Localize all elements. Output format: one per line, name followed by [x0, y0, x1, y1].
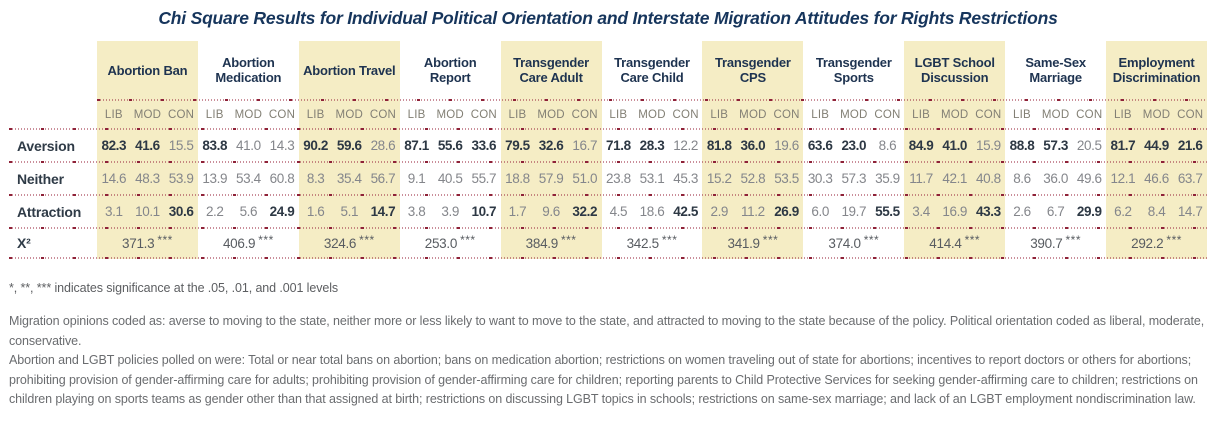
chi-square-value: 292.2	[1131, 235, 1164, 251]
column-group-header	[97, 41, 198, 99]
value-cell: 35.9	[875, 171, 900, 186]
value-cell: 60.8	[269, 171, 295, 186]
value-cell: 32.6	[538, 138, 564, 153]
value-cell: 6.2	[1114, 204, 1132, 219]
sub-header-cell	[501, 101, 602, 128]
row-separator	[9, 227, 1207, 229]
value-cell: 43.3	[976, 204, 1001, 219]
value-cell: 19.7	[841, 204, 867, 219]
value-group	[299, 196, 400, 227]
value-group	[803, 130, 904, 161]
value-group	[1005, 163, 1106, 194]
value-group	[97, 196, 198, 227]
column-group-header	[1005, 41, 1106, 99]
value-group	[198, 196, 299, 227]
value-group	[97, 130, 198, 161]
value-cell: 6.7	[1046, 204, 1065, 219]
value-cell: 1.7	[508, 204, 527, 219]
chi-square-value: 253.0	[424, 235, 458, 251]
chi-square-table	[9, 41, 1207, 259]
chi-square-cell	[1106, 229, 1207, 257]
value-group	[602, 130, 703, 161]
value-cell: 14.7	[370, 204, 396, 219]
value-cell: 32.2	[572, 204, 598, 219]
column-group-label: Abortion Medication	[215, 55, 282, 85]
significance-stars: ***	[460, 233, 476, 247]
orientation-label: CON	[369, 108, 396, 121]
value-cell: 49.6	[1076, 171, 1102, 186]
value-cell: 36.0	[740, 138, 766, 153]
value-cell: 57.3	[841, 171, 867, 186]
row-label: X²	[17, 235, 31, 251]
value-cell: 8.6	[1013, 171, 1031, 186]
value-group	[1106, 196, 1207, 227]
value-cell: 52.8	[740, 171, 766, 186]
chi-square-cell	[198, 229, 299, 257]
value-cell: 8.4	[1147, 204, 1166, 219]
sub-header-cell	[97, 101, 198, 128]
row-label: Neither	[17, 170, 64, 187]
value-cell: 63.6	[807, 138, 833, 153]
significance-stars: ***	[762, 233, 779, 247]
orientation-label: MOD	[133, 108, 162, 121]
value-cell: 41.0	[236, 138, 261, 153]
orientation-label: CON	[773, 108, 800, 121]
orientation-label: LIB	[104, 108, 123, 121]
chi-square-row	[9, 229, 1207, 257]
chi-square-cell	[803, 229, 904, 257]
column-group-header	[803, 41, 904, 99]
value-cell: 14.6	[101, 171, 127, 186]
sub-header-row	[9, 101, 1207, 128]
row-separator	[9, 257, 1207, 259]
significance-stars: ***	[1065, 233, 1082, 247]
value-cell: 2.2	[205, 204, 224, 219]
chi-square-value: 341.9	[727, 235, 760, 251]
value-group	[702, 196, 803, 227]
orientation-label: LIB	[912, 108, 930, 121]
chi-square-value: 406.9	[222, 235, 256, 251]
orientation-label: MOD	[537, 108, 565, 121]
orientation-label: MOD	[1142, 108, 1171, 121]
table-row	[9, 130, 1207, 161]
chi-square-cell	[501, 229, 602, 257]
value-cell: 4.5	[609, 204, 628, 219]
orientation-label: CON	[874, 108, 901, 121]
value-group	[299, 130, 400, 161]
value-cell: 18.6	[639, 204, 665, 219]
value-cell: 3.9	[441, 204, 459, 219]
value-cell: 81.7	[1110, 138, 1136, 153]
chi-square-value: 371.3	[122, 235, 155, 251]
value-cell: 42.5	[673, 204, 698, 219]
chi-square-cell	[97, 229, 198, 257]
row-separator	[9, 194, 1207, 196]
value-group	[299, 163, 400, 194]
column-group-header	[1106, 41, 1207, 99]
value-cell: 2.6	[1013, 204, 1031, 219]
value-cell: 5.1	[340, 204, 359, 219]
value-cell: 53.5	[774, 171, 799, 186]
value-cell: 10.1	[135, 204, 160, 219]
value-cell: 28.6	[370, 138, 396, 153]
orientation-label: CON	[975, 108, 1002, 121]
orientation-label: CON	[672, 108, 699, 121]
value-cell: 59.6	[336, 138, 362, 153]
value-cell: 12.2	[673, 138, 698, 153]
value-cell: 19.6	[774, 138, 799, 153]
orientation-label: LIB	[508, 108, 527, 121]
value-cell: 2.9	[710, 204, 729, 219]
value-cell: 40.8	[976, 171, 1001, 186]
value-cell: 3.4	[912, 204, 930, 219]
row-separator	[97, 99, 1207, 101]
value-cell: 33.6	[471, 138, 497, 153]
chi-square-cell	[702, 229, 803, 257]
significance-stars: ***	[1166, 233, 1182, 247]
policies-note: Abortion and LGBT policies polled on were: Total or near total bans on abortion; bans on medication abortion; restrictions on women traveling out of state for abortions; incentives to report doctors or others for abortions; prohibiting provision of gender-affirming care for adults; prohibiting provision of gender-affirming care for children; reporting parents to Child Protective Services for seeking gender-affirming care to children; restrictions on children playing on sports teams as gender other than that assigned at birth; restrictions on discussing LGBT topics in schools; restrictions on same-sex marriage; and lack of an LGBT employment nondiscrimination law.	[9, 353, 1198, 406]
value-cell: 48.3	[135, 171, 160, 186]
significance-note: *, **, *** indicates significance at the .05, .01, and .001 levels	[9, 281, 339, 295]
column-group-label: Same-Sex Marriage	[1025, 55, 1086, 85]
value-cell: 53.9	[168, 171, 194, 186]
value-cell: 20.5	[1076, 138, 1102, 153]
value-cell: 3.8	[407, 204, 426, 219]
figure-title: Chi Square Results for Individual Political Orientation and Interstate Migration Attitudes for Rights Restrictions	[158, 8, 1058, 28]
value-group	[602, 163, 703, 194]
column-group-label: Transgender Care Child	[614, 55, 690, 85]
orientation-label: LIB	[1113, 108, 1132, 121]
value-cell: 1.6	[306, 204, 325, 219]
row-separator	[9, 128, 1207, 130]
value-cell: 84.9	[908, 138, 934, 153]
chi-square-value: 414.4	[929, 235, 962, 251]
value-cell: 45.3	[673, 171, 698, 186]
sub-header-cell	[904, 101, 1005, 128]
orientation-label: CON	[470, 108, 497, 121]
value-group	[400, 163, 501, 194]
column-group-label: Abortion Travel	[303, 62, 396, 78]
sub-header-cell	[1005, 101, 1106, 128]
value-group	[602, 196, 703, 227]
column-group-header	[299, 41, 400, 99]
column-group-header	[702, 41, 803, 99]
value-cell: 14.7	[1177, 204, 1203, 219]
orientation-label: CON	[1076, 108, 1103, 121]
chi-square-value: 374.0	[828, 235, 861, 251]
value-cell: 16.9	[942, 204, 968, 219]
value-cell: 35.4	[336, 171, 362, 186]
orientation-label: CON	[571, 108, 598, 121]
row-label-cell	[9, 41, 97, 99]
row-label: Aversion	[17, 137, 75, 154]
value-cell: 71.8	[606, 138, 631, 153]
chi-square-value: 324.6	[323, 235, 357, 251]
chi-square-value: 384.9	[525, 235, 558, 251]
column-group-header	[904, 41, 1005, 99]
value-cell: 6.0	[811, 204, 829, 219]
orientation-label: CON	[268, 108, 296, 121]
significance-stars: ***	[863, 233, 880, 247]
column-group-label: Transgender CPS	[714, 55, 791, 85]
value-cell: 87.1	[404, 138, 429, 153]
value-cell: 82.3	[101, 138, 127, 153]
value-group	[400, 196, 501, 227]
value-cell: 53.4	[236, 171, 261, 186]
value-group	[803, 163, 904, 194]
column-group-label: Abortion Report	[423, 55, 477, 85]
orientation-label: MOD	[940, 108, 969, 121]
value-group	[904, 163, 1005, 194]
chi-square-cell	[299, 229, 400, 257]
value-cell: 83.8	[202, 138, 228, 153]
value-cell: 26.9	[774, 204, 799, 219]
chi-square-cell	[400, 229, 501, 257]
value-cell: 14.3	[269, 138, 295, 153]
value-cell: 44.9	[1144, 138, 1169, 153]
column-group-label: Employment Discrimination	[1112, 55, 1201, 85]
table-row	[9, 196, 1207, 227]
sub-header-cell	[702, 101, 803, 128]
value-cell: 23.8	[606, 171, 631, 186]
value-cell: 28.3	[639, 138, 665, 153]
value-cell: 10.7	[471, 204, 497, 219]
table-row	[9, 163, 1207, 194]
significance-stars: ***	[157, 233, 173, 247]
value-cell: 57.9	[538, 171, 564, 186]
orientation-label: MOD	[840, 108, 868, 121]
value-cell: 55.7	[471, 171, 497, 186]
orientation-label: MOD	[335, 108, 363, 121]
column-group-header	[501, 41, 602, 99]
value-group	[400, 130, 501, 161]
value-group	[198, 163, 299, 194]
column-group-label: Transgender Care Adult	[513, 55, 589, 85]
sub-header-cell	[1106, 101, 1207, 128]
value-group	[904, 130, 1005, 161]
value-group	[1005, 196, 1106, 227]
value-cell: 21.6	[1177, 138, 1203, 153]
value-cell: 30.6	[168, 204, 194, 219]
sub-header-cell	[299, 101, 400, 128]
value-cell: 15.9	[976, 138, 1001, 153]
value-cell: 51.0	[572, 171, 598, 186]
column-group-label: Abortion Ban	[107, 62, 188, 78]
value-cell: 81.8	[706, 138, 732, 153]
value-group	[198, 130, 299, 161]
chi-square-cell	[1005, 229, 1106, 257]
significance-stars: ***	[258, 233, 274, 247]
value-group	[501, 196, 602, 227]
value-cell: 12.1	[1110, 171, 1136, 186]
value-cell: 88.8	[1009, 138, 1035, 153]
value-group	[1005, 130, 1106, 161]
value-cell: 15.2	[706, 171, 732, 186]
orientation-label: MOD	[234, 108, 263, 121]
table-footnotes	[9, 312, 1207, 410]
orientation-label: CON	[168, 108, 195, 121]
orientation-label: MOD	[1041, 108, 1070, 121]
column-group-header	[198, 41, 299, 99]
value-cell: 53.1	[639, 171, 665, 186]
value-cell: 55.6	[437, 138, 463, 153]
value-cell: 56.7	[370, 171, 396, 186]
value-cell: 42.1	[942, 171, 968, 186]
value-cell: 40.5	[437, 171, 463, 186]
sub-header-cell	[400, 101, 501, 128]
value-cell: 8.6	[878, 138, 897, 153]
orientation-label: MOD	[739, 108, 767, 121]
row-separator	[9, 161, 1207, 163]
value-group	[97, 163, 198, 194]
value-cell: 11.7	[909, 171, 933, 186]
sub-header-cell	[602, 101, 703, 128]
value-cell: 30.3	[807, 171, 833, 186]
value-cell: 41.0	[942, 138, 968, 153]
value-cell: 41.6	[135, 138, 160, 153]
column-group-header	[400, 41, 501, 99]
orientation-label: MOD	[638, 108, 666, 121]
value-group	[702, 130, 803, 161]
coding-note: Migration opinions coded as: averse to moving to the state, neither more or less likely to want to move to the state, and attracted to moving to the state because of the policy. Political orientation coded as liberal, moderate, conservative.	[9, 314, 1205, 348]
value-cell: 8.3	[306, 171, 325, 186]
value-cell: 23.0	[841, 138, 867, 153]
chi-square-value: 390.7	[1030, 235, 1063, 251]
chi-square-cell	[602, 229, 703, 257]
value-cell: 46.6	[1144, 171, 1169, 186]
sub-header-cell	[803, 101, 904, 128]
chi-square-cell	[904, 229, 1005, 257]
orientation-label: LIB	[407, 108, 426, 121]
value-cell: 16.7	[572, 138, 598, 153]
orientation-label: MOD	[436, 108, 464, 121]
value-cell: 18.8	[505, 171, 530, 186]
value-group	[1106, 130, 1207, 161]
value-cell: 90.2	[303, 138, 328, 153]
value-cell: 9.1	[407, 171, 426, 186]
significance-stars: ***	[661, 233, 678, 247]
row-label-cell	[9, 101, 97, 128]
value-group	[1106, 163, 1207, 194]
significance-stars: ***	[964, 233, 981, 247]
orientation-label: CON	[1177, 108, 1204, 121]
value-group	[803, 196, 904, 227]
row-label: Attraction	[17, 203, 82, 220]
value-cell: 15.5	[168, 138, 194, 153]
value-cell: 24.9	[269, 204, 295, 219]
column-group-label: Transgender Sports	[815, 55, 892, 85]
column-group-header	[602, 41, 703, 99]
value-cell: 55.5	[875, 204, 900, 219]
value-cell: 5.6	[239, 204, 258, 219]
column-group-label: LGBT School Discussion	[914, 55, 995, 85]
significance-stars: ***	[560, 233, 577, 247]
value-cell: 63.7	[1177, 171, 1203, 186]
significance-stars: ***	[359, 233, 375, 247]
table-header-row	[9, 41, 1207, 99]
value-group	[501, 130, 602, 161]
value-group	[904, 196, 1005, 227]
orientation-label: LIB	[710, 108, 729, 121]
value-cell: 9.6	[542, 204, 560, 219]
value-group	[702, 163, 803, 194]
value-cell: 29.9	[1076, 204, 1102, 219]
orientation-label: LIB	[609, 108, 628, 121]
value-cell: 36.0	[1043, 171, 1068, 186]
orientation-label: LIB	[811, 108, 830, 121]
value-cell: 57.3	[1043, 138, 1068, 153]
value-cell: 11.2	[741, 204, 765, 219]
orientation-label: LIB	[205, 108, 224, 121]
value-cell: 3.1	[105, 204, 123, 219]
value-cell: 79.5	[505, 138, 530, 153]
value-group	[501, 163, 602, 194]
orientation-label: LIB	[1013, 108, 1031, 121]
orientation-label: LIB	[306, 108, 325, 121]
value-cell: 13.9	[202, 171, 228, 186]
sub-header-cell	[198, 101, 299, 128]
chi-square-value: 342.5	[626, 235, 659, 251]
